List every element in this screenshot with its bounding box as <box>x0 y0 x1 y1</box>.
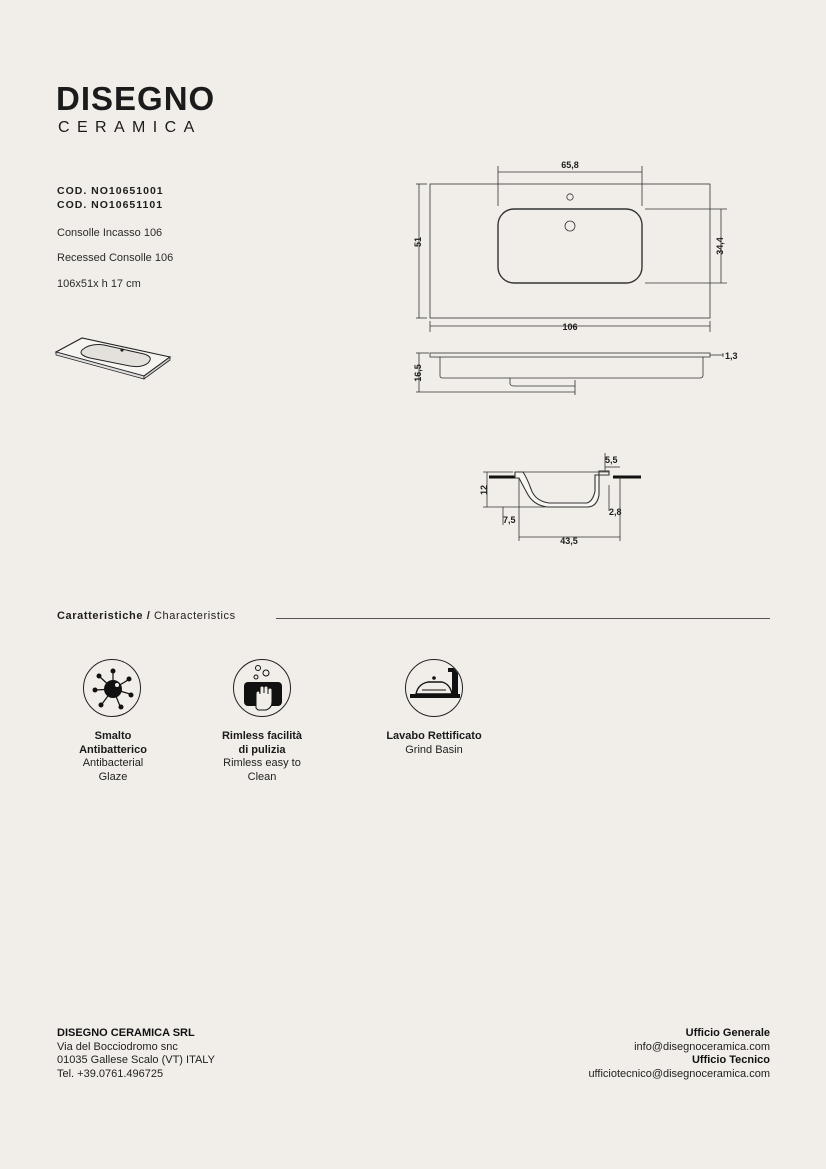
footer-address-2: 01035 Gallese Scalo (VT) ITALY <box>57 1054 215 1066</box>
footer-tel: Tel. +39.0761.496725 <box>57 1067 164 1080</box>
footer-office-2-email[interactable]: ufficiotecnico@disegnoceramica.com <box>588 1067 770 1080</box>
feature-antibacterial-it-2: Antibatterico <box>79 743 147 756</box>
footer-contact-block <box>588 1027 770 1081</box>
dim-section-top: 5,5 <box>605 455 618 465</box>
footer-office-1-label: Ufficio Generale <box>685 1027 770 1039</box>
rimless-icon <box>233 659 291 717</box>
cross-section-drawing <box>475 445 650 550</box>
dim-basin-depth: 34,4 <box>715 237 725 255</box>
dim-depth: 51 <box>413 236 423 248</box>
dim-section-height: 12 <box>479 484 489 496</box>
footer-office-2-label: Ufficio Tecnico <box>691 1054 770 1066</box>
product-code-2: COD. NO10651101 <box>57 199 164 211</box>
feature-rimless <box>192 730 332 784</box>
footer-company: DISEGNO CERAMICA SRL <box>57 1027 195 1039</box>
feature-rimless-it-1: Rimless facilità <box>221 730 303 742</box>
feature-grind-basin-it-1: Lavabo Rettificato <box>386 730 482 742</box>
feature-grind-basin <box>364 730 504 757</box>
product-perspective-drawing <box>52 330 177 380</box>
feature-rimless-en-1: Rimless easy to <box>223 757 301 769</box>
feature-antibacterial-it-1: Smalto <box>94 730 132 742</box>
feature-rimless-en-2: Clean <box>247 770 277 783</box>
dim-height: 16,5 <box>413 364 423 382</box>
dim-width: 106 <box>562 322 578 332</box>
grind-basin-icon <box>405 659 463 717</box>
footer-office-1-email[interactable]: info@disegnoceramica.com <box>634 1040 770 1053</box>
dim-section-width: 43,5 <box>560 536 578 546</box>
dim-section-side: 2,8 <box>609 507 622 517</box>
dim-top-width-inner: 65,8 <box>561 160 579 170</box>
brand-name: DISEGNO <box>56 80 216 117</box>
brand-subtitle: CERAMICA <box>58 119 202 136</box>
footer-company-block <box>57 1027 215 1081</box>
feature-grind-basin-en-1: Grind Basin <box>405 743 463 756</box>
product-name-en: Recessed Consolle 106 <box>57 252 174 264</box>
feature-antibacterial-en-1: Antibacterial <box>82 757 144 769</box>
dim-thickness: 1,3 <box>725 351 738 361</box>
feature-rimless-it-2: di pulizia <box>238 743 286 756</box>
product-size: 106x51x h 17 cm <box>57 278 141 290</box>
antibacterial-icon <box>83 659 141 717</box>
characteristics-title-it: Caratteristiche / <box>57 610 151 622</box>
feature-antibacterial-en-2: Glaze <box>98 770 128 783</box>
top-view-drawing <box>405 150 745 400</box>
characteristics-title <box>57 611 236 622</box>
product-code-1: COD. NO10651001 <box>57 185 164 197</box>
product-name-it: Consolle Incasso 106 <box>57 227 163 239</box>
footer-address-1: Via del Bocciodromo snc <box>57 1040 178 1053</box>
feature-antibacterial <box>43 730 183 784</box>
characteristics-divider <box>276 618 770 619</box>
dim-section-offset: 7,5 <box>503 515 516 525</box>
characteristics-title-en: Characteristics <box>150 610 236 622</box>
